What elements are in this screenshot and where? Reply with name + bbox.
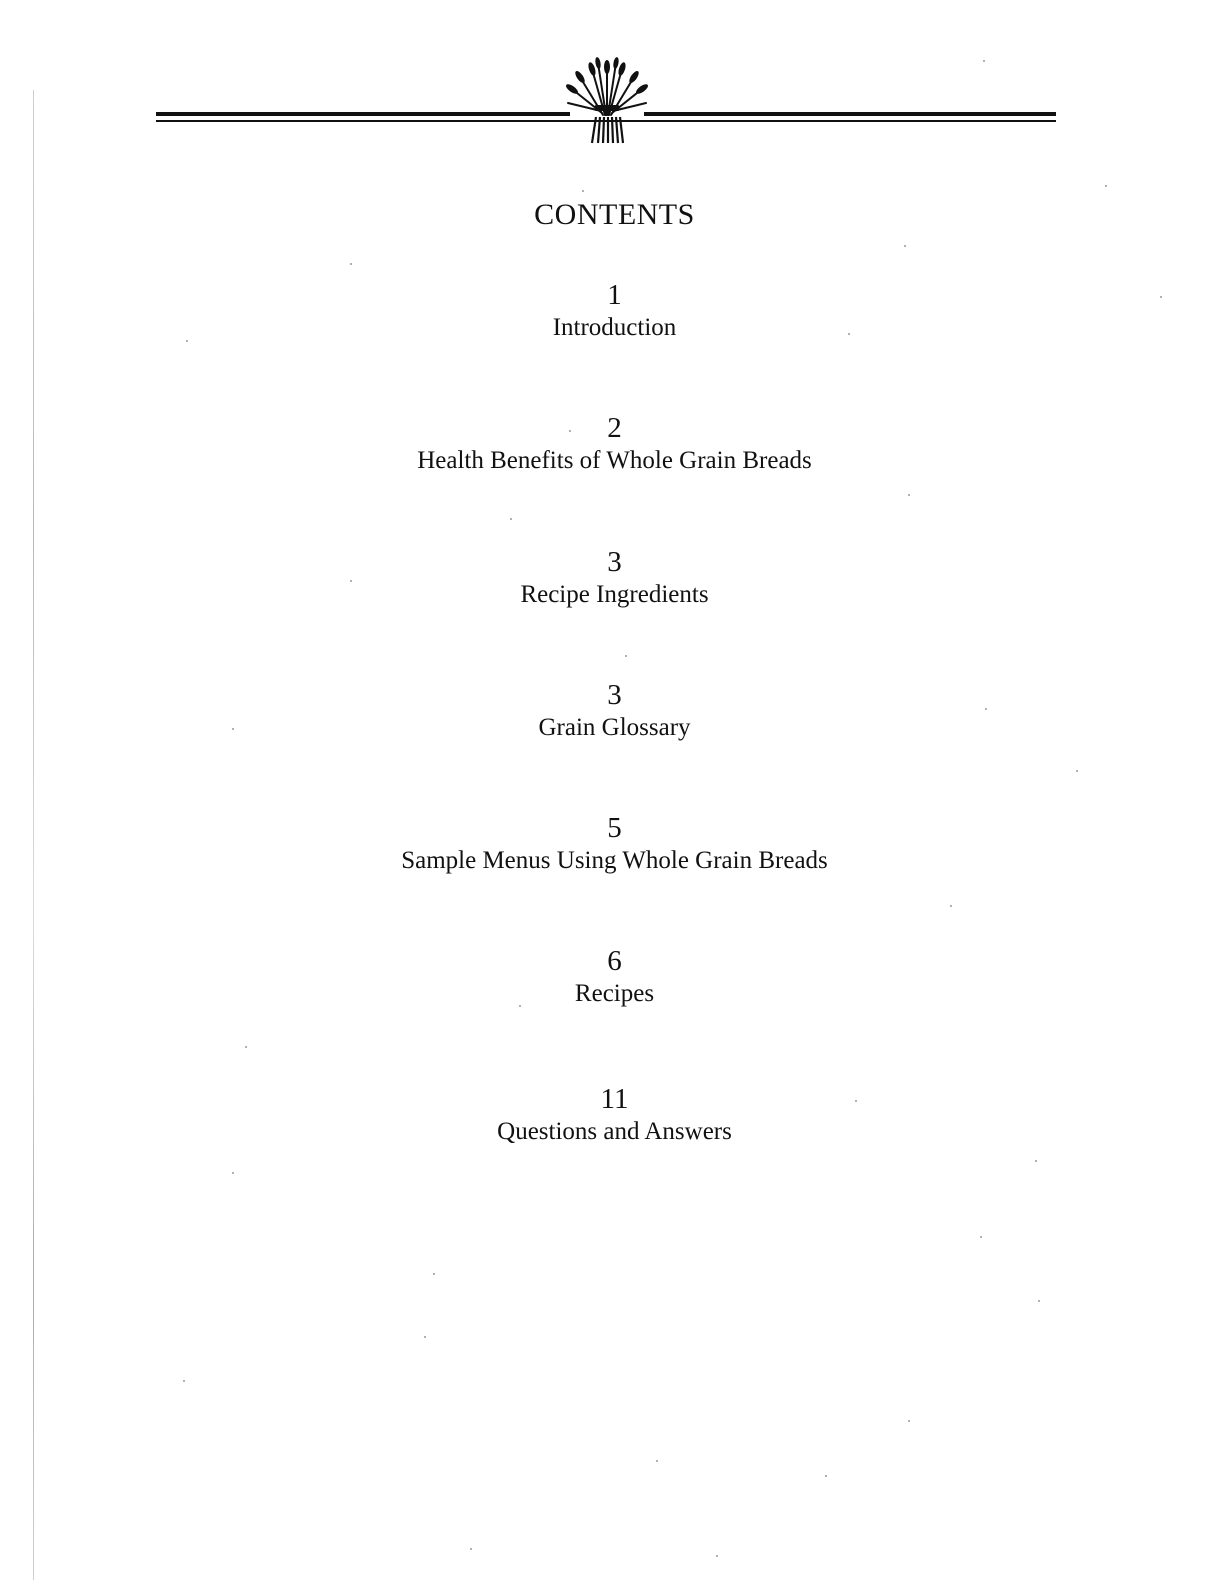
scan-speck [350,263,352,265]
toc-page-number: 6 [607,945,622,977]
scan-speck [855,1100,857,1102]
scan-speck [656,1460,658,1462]
scan-speck [350,580,352,582]
scan-speck [908,1420,910,1422]
scan-speck [232,728,234,730]
scan-speck [983,60,985,62]
scan-speck [985,708,987,710]
scan-speck [980,1236,982,1238]
scan-speck [1035,1160,1037,1162]
toc-page-number: 1 [607,279,622,311]
scan-speck [424,1336,426,1338]
toc-entry [0,1082,1229,1148]
scan-speck [433,1273,435,1275]
toc-title: Sample Menus Using Whole Grain Breads [401,847,828,874]
toc-page-number: 5 [607,812,622,844]
scan-speck [1105,185,1107,187]
scan-speck [186,340,188,342]
toc-entry [0,678,1229,744]
toc-title: Health Benefits of Whole Grain Breads [417,447,812,474]
scan-speck [510,518,512,520]
scan-speck [1160,296,1162,298]
wheat-sheaf-icon [562,55,652,145]
scan-speck [904,245,906,247]
scan-speck [1038,1300,1040,1302]
scan-speck [232,1172,234,1174]
scan-speck [470,1548,472,1550]
toc-page-number: 2 [607,412,622,444]
scan-speck [582,190,584,192]
scan-speck [1076,770,1078,772]
scan-speck [183,1380,185,1382]
toc-entry [0,411,1229,477]
scan-speck [569,430,571,432]
page-title: CONTENTS [534,198,695,231]
toc-page-number: 11 [600,1083,629,1115]
scan-speck [716,1555,718,1557]
toc-page-number: 3 [607,679,622,711]
scan-speck [245,1046,247,1048]
toc-title: Questions and Answers [497,1118,732,1145]
toc-entry [0,278,1229,344]
toc-entry [0,811,1229,877]
scan-speck [825,1475,827,1477]
scan-speck [848,333,850,335]
scan-speck [519,1005,521,1007]
toc-entry [0,944,1229,1010]
scan-speck [625,655,627,657]
scan-speck [908,494,910,496]
toc-title: Recipe Ingredients [520,581,709,608]
toc-page-number: 3 [607,546,622,578]
toc-title: Grain Glossary [538,714,691,741]
scan-speck [950,905,952,907]
toc-title: Recipes [574,980,655,1007]
toc-entry [0,545,1229,611]
toc-title: Introduction [552,314,677,341]
